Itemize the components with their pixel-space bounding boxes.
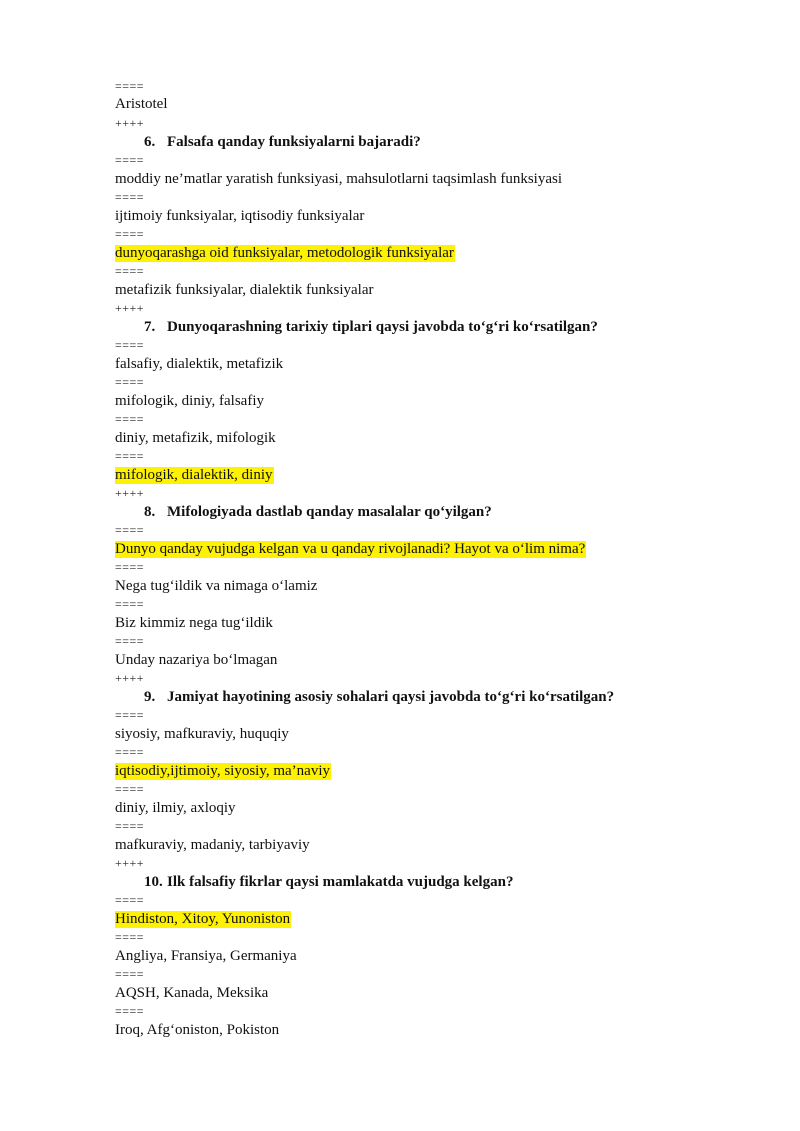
question-10-heading	[144, 873, 513, 891]
answer-separator: ====	[115, 523, 145, 537]
question-text: Dunyoqarashning tarixiy tiplari qaysi javobda to‘g‘ri ko‘rsatilgan?	[167, 319, 598, 335]
question-text: Jamiyat hayotining asosiy sohalari qaysi javobda to‘g‘ri ko‘rsatilgan?	[167, 689, 615, 705]
answer-option: siyosiy, mafkuraviy, huquqiy	[115, 726, 289, 742]
answer-separator: ====	[115, 1004, 145, 1018]
answer-separator: ====	[115, 634, 145, 648]
correct-answer-highlight: dunyoqarashga oid funksiyalar, metodologik funksiyalar	[115, 245, 454, 261]
answer-separator: ====	[115, 708, 145, 722]
answer-option: diniy, metafizik, mifologik	[115, 430, 276, 446]
answer-separator: ====	[115, 819, 145, 833]
answer-option: Biz kimmiz nega tug‘ildik	[115, 615, 273, 631]
answer-separator: ====	[115, 412, 145, 426]
answer-option: Unday nazariya bo‘lmagan	[115, 652, 278, 668]
question-number: 8.	[144, 504, 156, 520]
question-7-heading	[144, 318, 598, 336]
question-separator: ++++	[115, 301, 145, 315]
question-8-heading	[144, 503, 492, 521]
answer-option-correct	[115, 540, 586, 558]
answer-option: metafizik funksiyalar, dialektik funksiyalar	[115, 282, 374, 298]
answer-option: mafkuraviy, madaniy, tarbiyaviy	[115, 837, 310, 853]
answer-option: moddiy ne’matlar yaratish funksiyasi, mahsulotlarni taqsimlash funksiyasi	[115, 171, 563, 187]
question-separator: ++++	[115, 856, 145, 870]
answer-separator: ====	[115, 153, 145, 167]
answer-separator: ====	[115, 893, 145, 907]
question-number: 10.	[144, 874, 163, 890]
answer-separator: ====	[115, 264, 145, 278]
answer-option: Angliya, Fransiya, Germaniya	[115, 948, 297, 964]
answer-separator: ====	[115, 967, 145, 981]
question-number: 6.	[144, 134, 156, 150]
question-number: 9.	[144, 689, 156, 705]
answer-separator: ====	[115, 338, 145, 352]
question-9-heading	[144, 688, 614, 706]
answer-separator: ====	[115, 375, 145, 389]
answer-option: falsafiy, dialektik, metafizik	[115, 356, 284, 372]
answer-option: Aristotel	[115, 96, 168, 112]
answer-separator: ====	[115, 745, 145, 759]
answer-separator: ====	[115, 190, 145, 204]
question-text: Falsafa qanday funksiyalarni bajaradi?	[167, 134, 421, 150]
answer-separator: ====	[115, 930, 145, 944]
answer-separator: ====	[115, 79, 145, 93]
answer-option: AQSH, Kanada, Meksika	[115, 985, 269, 1001]
answer-separator: ====	[115, 449, 145, 463]
correct-answer-highlight: Hindiston, Xitoy, Yunoniston	[115, 911, 291, 927]
question-separator: ++++	[115, 671, 145, 685]
answer-separator: ====	[115, 560, 145, 574]
answer-separator: ====	[115, 227, 145, 241]
question-text: Mifologiyada dastlab qanday masalalar qo‘yilgan?	[167, 504, 492, 520]
question-6-heading	[144, 133, 421, 151]
answer-option-correct	[115, 244, 455, 262]
answer-option: diniy, ilmiy, axloqiy	[115, 800, 236, 816]
correct-answer-highlight: iqtisodiy,ijtimoiy, siyosiy, ma’naviy	[115, 763, 330, 779]
correct-answer-highlight: mifologik, dialektik, diniy	[115, 467, 273, 483]
question-number: 7.	[144, 319, 156, 335]
answer-separator: ====	[115, 597, 145, 611]
answer-option-correct	[115, 762, 331, 780]
answer-option: Nega tug‘ildik va nimaga o‘lamiz	[115, 578, 318, 594]
answer-option: ijtimoiy funksiyalar, iqtisodiy funksiyalar	[115, 208, 365, 224]
question-text: Ilk falsafiy fikrlar qaysi mamlakatda vujudga kelgan?	[167, 874, 514, 890]
answer-separator: ====	[115, 782, 145, 796]
question-separator: ++++	[115, 116, 145, 130]
answer-option: Iroq, Afg‘oniston, Pokiston	[115, 1022, 280, 1038]
correct-answer-highlight: Dunyo qanday vujudga kelgan va u qanday rivojlanadi? Hayot va o‘lim nima?	[115, 541, 586, 557]
answer-option: mifologik, diniy, falsafiy	[115, 393, 265, 409]
question-separator: ++++	[115, 486, 145, 500]
answer-option-correct	[115, 466, 274, 484]
answer-option-correct	[115, 910, 291, 928]
